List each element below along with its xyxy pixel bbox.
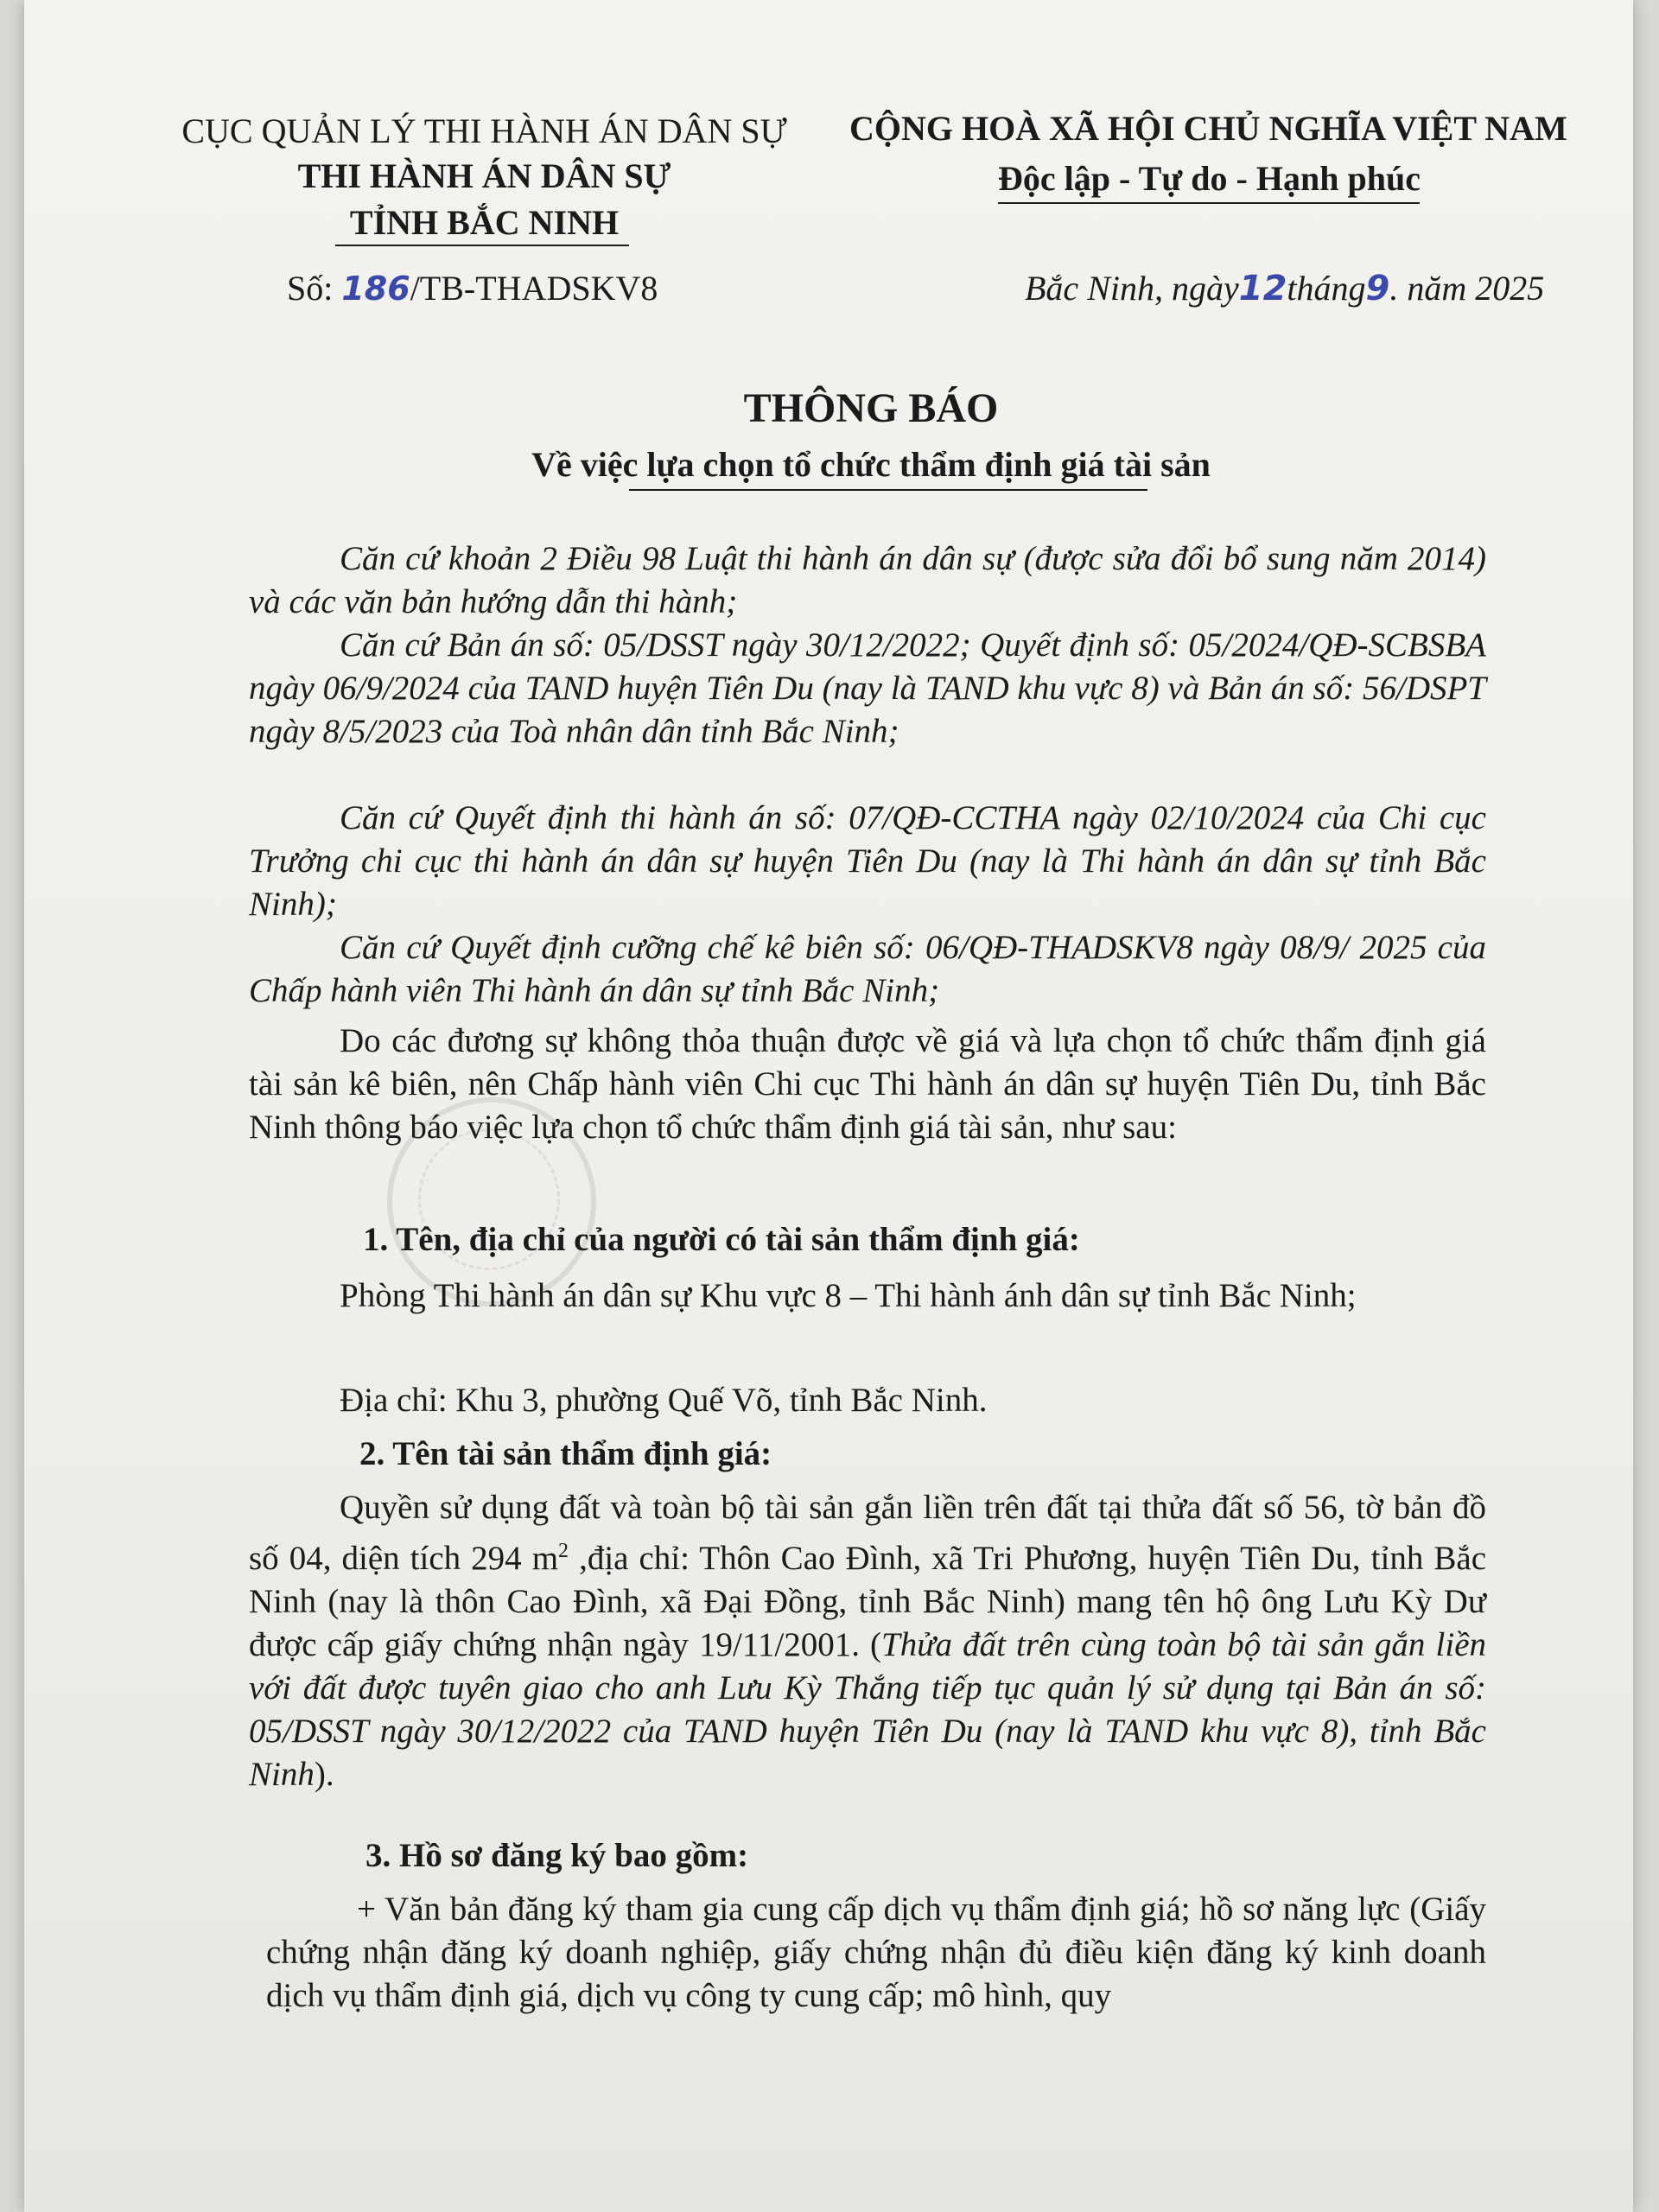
section-1-name: Phòng Thi hành án dân sự Khu vực 8 – Thi hành ánh dân sự tỉnh Bắc Ninh; xyxy=(340,1277,1357,1314)
date-day-label: ngày xyxy=(1171,269,1239,308)
section-2-text-end: ). xyxy=(314,1756,334,1793)
intro-paragraph: Do các đương sự không thỏa thuận được về giá và lựa chọn tổ chức thẩm định giá tài sản kê biên, nên Chấp hành viên Chi cục Thi hành án dân sự huyện Tiên Du, tỉnh Bắc Ninh thông báo việc lựa chọn tổ chức thẩm định giá tài sản, như sau: xyxy=(249,1022,1486,1146)
agency-name: THI HÀNH ÁN DÂN SỰ xyxy=(297,156,671,195)
document-date xyxy=(1025,268,1544,308)
basis-1: Căn cứ khoản 2 Điều 98 Luật thi hành án dân sự (được sửa đổi bổ sung năm 2014) và các văn bản hướng dẫn thi hành; xyxy=(249,540,1486,620)
subject-underline xyxy=(629,489,1147,491)
date-month-label: tháng xyxy=(1287,269,1366,308)
date-day: 12 xyxy=(1238,269,1287,308)
agency-parent: CỤC QUẢN LÝ THI HÀNH ÁN DÂN SỰ xyxy=(181,111,787,150)
document-subject: Về việc lựa chọn tổ chức thẩm định giá tài sản xyxy=(531,445,1211,484)
document-number xyxy=(287,268,658,308)
section-2-title: 2. Tên tài sản thẩm định giá: xyxy=(359,1435,772,1472)
basis-2: Căn cứ Bản án số: 05/DSST ngày 30/12/2022; Quyết định số: 05/2024/QĐ-SCBSBA ngày 06/9/2024 của TAND huyện Tiên Du (nay là TAND khu vực 8) và Bản án số: 56/DSPT ngày 8/5/2023 của Toà nhân dân tỉnh Bắc Ninh; xyxy=(249,626,1486,750)
document-title: THÔNG BÁO xyxy=(743,385,999,431)
agency-province: TỈNH BẮC NINH xyxy=(349,203,620,242)
section-3-title: 3. Hồ sơ đăng ký bao gồm: xyxy=(365,1837,749,1874)
date-place: Bắc Ninh, xyxy=(1025,269,1163,308)
nation-title: CỘNG HOÀ XÃ HỘI CHỦ NGHĨA VIỆT NAM xyxy=(849,109,1567,148)
date-month: 9 xyxy=(1365,269,1390,308)
section-2-text xyxy=(249,1486,1486,1796)
section-1-title: 1. Tên, địa chỉ của người có tài sản thẩm định giá: xyxy=(363,1221,1080,1258)
motto-underline xyxy=(998,202,1420,204)
document-page xyxy=(24,0,1633,2212)
number-suffix: /TB-THADSKV8 xyxy=(410,269,658,308)
section-3-item-1: + Văn bản đăng ký tham gia cung cấp dịch vụ thẩm định giá; hồ sơ năng lực (Giấy chứng nhận đăng ký doanh nghiệp, giấy chứng nhận đủ điều kiện đăng ký kinh doanh dịch vụ thẩm định giá, dịch vụ công ty cung cấp; mô hình, quy xyxy=(266,1891,1486,2014)
section-2-text-a: Quyền sử dụng đất và toàn bộ tài sản gắn liền trên đất tại thửa đất số 56, tờ bản đồ số 04, diện tích 294 m xyxy=(249,1489,1486,1577)
basis-3: Căn cứ Quyết định thi hành án số: 07/QĐ-CCTHA ngày 02/10/2024 của Chi cục Trưởng chi cục thi hành án dân sự huyện Tiên Du (nay là Thi hành án dân sự tỉnh Bắc Ninh); xyxy=(249,799,1486,923)
agency-underline xyxy=(335,245,629,246)
section-2-italic-note: Thửa đất trên cùng toàn bộ tài sản gắn liền với đất được tuyên giao cho anh Lưu Kỳ Thắng tiếp tục quản lý sử dụng tại Bản án số: 05/DSST ngày 30/12/2022 của TAND huyện Tiên Du (nay là TAND khu vực 8), tỉnh Bắc Ninh xyxy=(249,1626,1487,1793)
date-year: . năm 2025 xyxy=(1389,269,1545,308)
number-prefix: Số: xyxy=(287,269,334,308)
section-2-sup: 2 xyxy=(558,1540,569,1562)
section-2-text-b: ,địa chỉ: Thôn Cao Đình, xã Tri Phương, huyện Tiên Du, tỉnh Bắc Ninh (nay là thôn Cao Đình, xã Đại Đồng, tỉnh Bắc Ninh) mang tên hộ ông Lưu Kỳ Dư được cấp giấy chứng nhận ngày 19/11/2001. ( xyxy=(249,1540,1486,1663)
number-handwritten: 186 xyxy=(341,270,410,308)
motto: Độc lập - Tự do - Hạnh phúc xyxy=(998,159,1421,198)
basis-4: Căn cứ Quyết định cưỡng chế kê biên số: 06/QĐ-THADSKV8 ngày 08/9/ 2025 của Chấp hành viên Thi hành án dân sự tỉnh Bắc Ninh; xyxy=(249,929,1486,1009)
section-1-address: Địa chỉ: Khu 3, phường Quế Võ, tỉnh Bắc Ninh. xyxy=(340,1382,988,1419)
